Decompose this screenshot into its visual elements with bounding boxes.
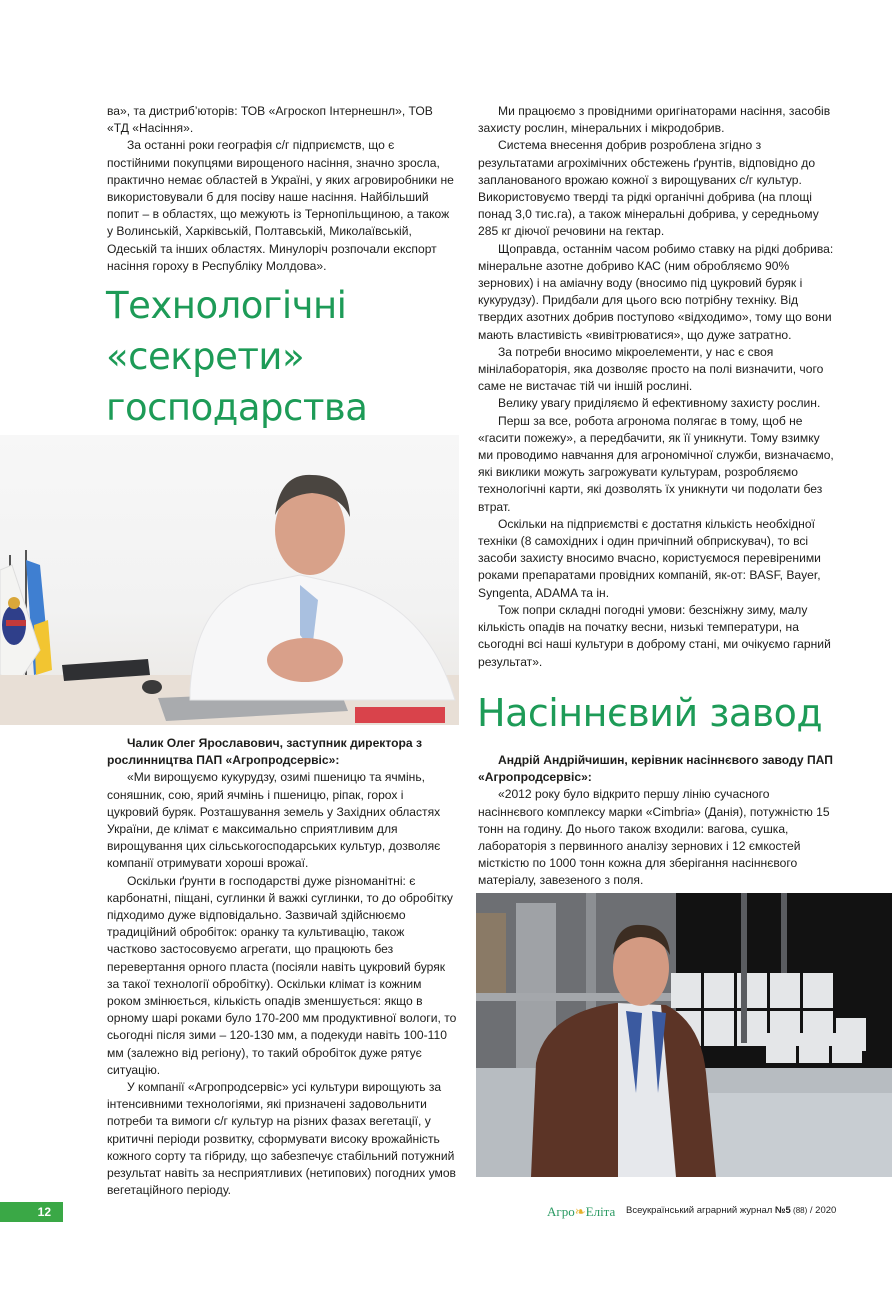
paragraph: Перш за все, робота агронома полягає в тому, щоб не «гасити пожежу», а передбачити, як її уникнути. Тому взимку ми проводимо навчання для агрономічної служби, визначаємо, які виклики можуть загрожувати культурам, розробляємо технологічні карти, які дозволять їх уникнути чи подолати без втрат. [478, 413, 834, 514]
crown-emblem [8, 597, 20, 609]
paragraph: ва», та дистриб’юторів: ТОВ «Агроскоп Інтернешнл», ТОВ «ТД «Насіння». [107, 104, 433, 136]
clasped-hands [267, 638, 343, 682]
paragraph: Система внесення добрив розроблена згідно з результатами агрохімічних обстежень ґрунтів, відповідно до запланованого врожаю кожної з вирощуваних с/г культур. Використовуємо тверді та рідкі органічні добрива (на площі понад 3,0 тис.га), а також мінеральні добрива, у середньому 285 кг діючої речовини на гектар. [478, 138, 819, 239]
left-column-interview [107, 735, 457, 1199]
calculator [355, 707, 445, 723]
heading-line: «секрети» [106, 335, 305, 378]
photo-illustration [0, 435, 459, 725]
section-heading-seed-plant: Насіннєвий завод [477, 691, 823, 735]
mouse [142, 680, 162, 694]
paragraph: Щоправда, останнім часом робимо ставку на рідкі добрива: мінеральне азотне добриво КАС (ним обробляємо 90% зернових) і на аміачну воду (вносимо під цукровий буряк і кукурудзу). Придбали для цього всю потрібну техніку. Від твердих азотних добрив поступово «відходимо», тому що вони мають властивість «вивітрюватися», що дуже затратно. [478, 241, 834, 342]
paragraph: «Ми вирощуємо кукурудзу, озимі пшеницю та ячмінь, соняшник, сою, ярий ячмінь і пшеницю, ріпак, горох і цукровий буряк. Розташування земель у Західних областях України, де клімат є максимально сприятливим для вирощування цих сільськогосподарських культур, дозволяє компанії отримувати хороші врожаї. [107, 770, 441, 871]
section-heading-technology-secrets [106, 280, 456, 433]
paragraph: Оскільки ґрунти в господарстві дуже різноманітні: є карбонатні, піщані, суглинки й важкі суглинки, то до обробітку підходимо дуже відповідально. Зазвичай здійснюємо традиційний обробіток: оранку та культивацію, також частково застосовуємо агрегати, що працюють без перевертання орного пласта (посіяли навіть цукровий буряк за такої технології обробітку). Оскільки клімат із кожним роком змінюється, кількість опадів зменшується: якщо в орному шарі роками було 170-200 мм продуктивної вологи, то сьогодні після зими – 120-130 мм, а подекуди навіть 100-110 мм (залежно від регіону), то такий обробіток дуже рятує ситуацію. [107, 873, 457, 1077]
leaf-icon: ❧ [574, 1204, 586, 1219]
paragraph: Тож попри складні погодні умови: безсніжну зиму, малу кількість опадів на початку весни, низькі температури, на сьогодні всі наші культури в доброму стані, ми очікуємо гарний результат». [478, 602, 831, 669]
left-column-intro [107, 103, 457, 275]
page-number-badge: 12 [0, 1202, 63, 1222]
speaker-name: Андрій Андрійчишин, керівник насіннєвого заводу ПАП «Агропродсервіс»: [478, 753, 833, 785]
agroelita-logo [547, 1204, 615, 1220]
issue-total: (88) [790, 1206, 808, 1215]
paragraph: За потреби вносимо мікроелементи, у нас є своя мінілабораторія, яка дозволяє просто на полі визначити, чого саме не вистачає тій чи іншій рослині. [478, 344, 824, 394]
white-shirt [190, 575, 455, 700]
paragraph: У компанії «Агропродсервіс» усі культури вирощують за інтенсивними технологіями, які призначені задовольнити потреби та вимоги с/г культур на різних фазах вегетації, у критичні періоди розвитку, сформувати високу врожайність кожного сорту та гібриду, що забезпечує стабільний потужний результат навіть за несприятливих (нетипових) погодних умов вегетаційного періоду. [107, 1080, 456, 1198]
emblem-band [6, 620, 26, 626]
photo-illustration [476, 893, 892, 1177]
journal-name: Всеукраїнський аграрний журнал [626, 1205, 775, 1216]
speaker-name: Чалик Олег Ярославович, заступник директора з рослинництва ПАП «Агропродсервіс»: [107, 736, 422, 768]
paragraph: «2012 року було відкрито першу лінію сучасного насіннєвого комплексу марки «Cimbria» (Данія), потужністю 15 тонн на годину. До нього також входили: вагова, сушка, лабораторія з первинного аналізу зернових і 12 ємкостей місткістю по 1000 тонн кожна для зберігання насіннєвого матеріалу, завезеного з поля. [478, 787, 830, 888]
steel-beam [781, 893, 787, 973]
journal-title [626, 1205, 836, 1216]
issue-number: №5 [774, 1205, 791, 1216]
right-column-text [478, 103, 834, 671]
heading-line: господарства [106, 386, 368, 429]
photo-seed-plant-head [476, 893, 892, 1177]
logo-text-elita: Еліта [585, 1204, 616, 1219]
right-column-interview [478, 752, 834, 890]
steel-beam [741, 893, 747, 1043]
photo-deputy-director [0, 435, 459, 725]
paragraph: Оскільки на підприємстві є достатня кількість необхідної техніки (8 самохідних і один причіпний обприскувач), то всі засоби захисту вносимо вчасно, користуємося перевіреними роками препаратами провідних компаній, як-от: BASF, Bayer, Syngenta, ADAMA та ін. [478, 516, 821, 600]
heading-line: Технологічні [106, 284, 347, 327]
logo-text-agro: Агро [547, 1204, 575, 1219]
machinery-panel [476, 913, 506, 993]
paragraph: Велику увагу приділяємо й ефективному захисту рослин. [498, 396, 821, 411]
paragraph: Ми працюємо з провідними оригінаторами насіння, засобів захисту рослин, мінеральних і мікродобрив. [478, 104, 831, 136]
paragraph: За останні роки географія с/г підприємств, що є постійними покупцями вирощеного насіння, значно зросла, практично немає областей в Україні, у яких агровиробники не використовували б для посіву наше насіння. Найбільший попит – в областях, що межують із Тернопільщиною, а також у Волинській, Харківській, Полтавській, Миколаївській, Одеській та інших областях. Минулоріч розпочали експорт насіння гороху в Республіку Молдова». [107, 138, 454, 273]
issue-year: / 2020 [807, 1205, 837, 1216]
floor-reflection [706, 1093, 892, 1177]
